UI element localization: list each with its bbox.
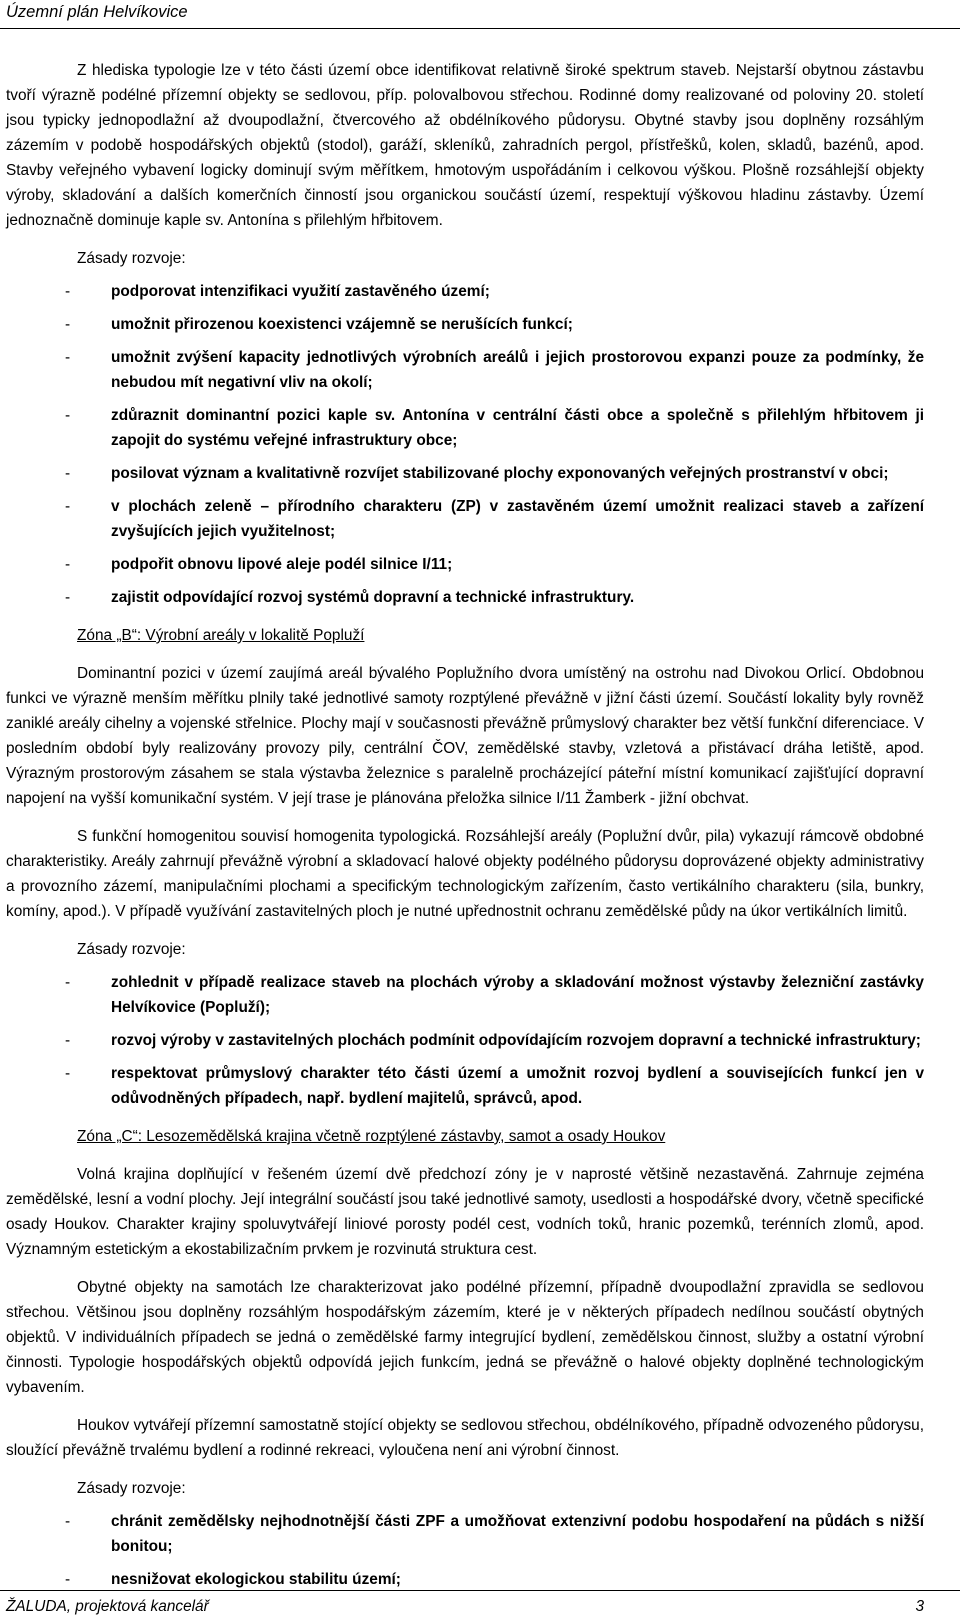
page-header <box>0 0 960 29</box>
principles-list <box>6 279 924 610</box>
list-dash: - <box>65 589 71 606</box>
list-dash: - <box>65 283 71 300</box>
list-item: - zdůraznit dominantní pozici kaple sv. Antonína v centrální části obce a společně s přilehlým hřbitovem ji zapojit do systému veřejné infrastruktury obce; <box>6 403 924 453</box>
principles-label: Zásady rozvoje: <box>77 250 186 267</box>
list-dash: - <box>65 316 71 333</box>
list-item: - chránit zemědělsky nejhodnotnější části ZPF a umožňovat extenzivní podobu hospodaření na půdách s nižší bonitou; <box>6 1509 924 1559</box>
principles-label: Zásady rozvoje: <box>77 1480 186 1497</box>
paragraph: S funkční homogenitou souvisí homogenita typologická. Rozsáhlejší areály (Poplužní dvůr, pila) vykazují rámcově obdobné charakteristiky. Areály zahrnují převážně výrobní a skladovací halové objekty podélného půdorysu doprovázené objekty administrativy a provozního zázemí, manipulačními plochami a specifickým technologickým zařízením, často vertikálního charakteru (sila, bunkry, komíny, apod.). V případě využívání zastavitelných ploch je nutné upřednostnit ochranu zemědělské půdy na úkor vertikálních limitů. <box>6 828 924 920</box>
list-dash: - <box>65 349 71 366</box>
paragraph: Volná krajina doplňující v řešeném území dvě předchozí zóny je v naprosté většině nezastavěná. Zahrnuje zejména zemědělské, lesní a vodní plochy. Její integrální součástí jsou také jednotlivé samoty, usedlosti a hospodářské dvory, včetně specifické osady Houkov. Charakter krajiny spoluvytvářejí liniové porosty podél cest, vodních toků, hranic pozemků, terénních zlomů, apod. Významným estetickým a ekostabilizačním prvkem je rozvinutá struktura cest. <box>6 1166 924 1258</box>
paragraph: Houkov vytvářejí přízemní samostatně stojící objekty se sedlovou střechou, obdélníkového, případně odvozeného půdorysu, sloužící převážně trvalému bydlení a rodinné rekreaci, vyloučena není ani výrobní činnost. <box>6 1417 924 1459</box>
list-item: - v plochách zeleně – přírodního charakteru (ZP) v zastavěném území umožnit realizaci staveb a zařízení zvyšujících jejich využitelnost; <box>6 494 924 544</box>
list-item: - zajistit odpovídající rozvoj systémů dopravní a technické infrastruktury. <box>6 585 924 610</box>
document-title: Územní plán Helvíkovice <box>6 3 188 21</box>
list-dash: - <box>65 1513 71 1530</box>
list-item: - zohlednit v případě realizace staveb na plochách výroby a skladování možnost výstavby železniční zastávky Helvíkovice (Popluží); <box>6 970 924 1020</box>
list-item: - nesnižovat ekologickou stabilitu území; <box>6 1567 924 1592</box>
section-heading-zone-b: Zóna „B“: Výrobní areály v lokalitě Popluží <box>77 627 365 644</box>
list-item: - umožnit přirozenou koexistenci vzájemně se nerušících funkcí; <box>6 312 924 337</box>
paragraph: Z hlediska typologie lze v této části území obce identifikovat relativně široké spektrum staveb. Nejstarší obytnou zástavbu tvoří výrazně podélné přízemní objekty se sedlovou, příp. polovalbovou střechou. Rodinné domy realizované od poloviny 20. století jsou typicky jednopodlažní až dvoupodlažní, čtvercového až obdélníkového půdorysu. Obytné stavby jsou doplněny rozsáhlým zázemím v podobě hospodářských objektů (stodol), garáží, skleníků, zahradních pergol, přístřešků, kolen, skladů, bazénů, apod. Stavby veřejného vybavení logicky dominují svým měřítkem, hmotovým uspořádáním i celkovou výškou. Plošně rozsáhlejší objekty výroby, skladování a dalších komerčních činností jsou organickou součástí území, respektují výškovou hladinu zástavby. Území jednoznačně dominuje kaple sv. Antonína s přilehlým hřbitovem. <box>6 62 924 229</box>
document-body <box>6 58 924 1592</box>
list-dash: - <box>65 974 71 991</box>
paragraph: Obytné objekty na samotách lze charakterizovat jako podélné přízemní, případně dvoupodlažní zpravidla se sedlovou střechou. Většinou jsou doplněny rozsáhlým hospodářským zázemím, které je v některých případech nedílnou součástí obytných objektů. V individuálních případech se jedná o zemědělské farmy integrující bydlení, zemědělskou činnost, služby a ostatní výrobní činnosti. Typologie hospodářských objektů odpovídá jejich funkcím, jedná se převážně o halové objekty doplněné technologickým vybavením. <box>6 1279 924 1396</box>
list-dash: - <box>65 1032 71 1049</box>
principles-list <box>6 1509 924 1592</box>
list-dash: - <box>65 1571 71 1588</box>
section-heading-zone-c: Zóna „C“: Lesozemědělská krajina včetně rozptýlené zástavby, samot a osady Houkov <box>77 1128 666 1145</box>
page-footer <box>0 1590 960 1623</box>
list-dash: - <box>65 465 71 482</box>
list-dash: - <box>65 498 71 515</box>
principles-list <box>6 970 924 1111</box>
list-dash: - <box>65 407 71 424</box>
list-item: - podporovat intenzifikaci využití zastavěného území; <box>6 279 924 304</box>
list-item: - podpořit obnovu lipové aleje podél silnice I/11; <box>6 552 924 577</box>
list-dash: - <box>65 556 71 573</box>
paragraph: Dominantní pozici v území zaujímá areál bývalého Poplužního dvora umístěný na ostrohu nad Divokou Orlicí. Obdobnou funkci ve výrazně menším měřítku plnily také jednotlivé samoty rozptýlené převážně v jižní části území. Součástí lokality byly rovněž zaniklé areály cihelny a vojenské střelnice. Plochy mají v současnosti převážně průmyslový charakter bez větší funkční diferenciace. V posledním období byly realizovány provozy pily, centrální ČOV, zemědělské stavby, vzletová a přistávací dráha letiště, apod. Výrazným prostorovým zásahem se stala výstavba železnice s paralelně procházející páteřní místní komunikací zajišťující dopravní napojení na vyšší komunikační systém. V její trase je plánována přeložka silnice I/11 Žamberk - jižní obchvat. <box>6 665 924 807</box>
footer-company: ŽALUDA, projektová kancelář <box>6 1598 209 1615</box>
list-item: - rozvoj výroby v zastavitelných plochách podmínit odpovídajícím rozvojem dopravní a technické infrastruktury; <box>6 1028 924 1053</box>
list-item: - umožnit zvýšení kapacity jednotlivých výrobních areálů i jejich prostorovou expanzi pouze za podmínky, že nebudou mít negativní vliv na okolí; <box>6 345 924 395</box>
list-dash: - <box>65 1065 71 1082</box>
principles-label: Zásady rozvoje: <box>77 941 186 958</box>
list-item: - respektovat průmyslový charakter této části území a umožnit rozvoj bydlení a souvisejících funkcí jen v odůvodněných případech, např. bydlení majitelů, správců, apod. <box>6 1061 924 1111</box>
list-item: - posilovat význam a kvalitativně rozvíjet stabilizované plochy exponovaných veřejných prostranství v obci; <box>6 461 924 486</box>
page-number: 3 <box>915 1598 924 1615</box>
